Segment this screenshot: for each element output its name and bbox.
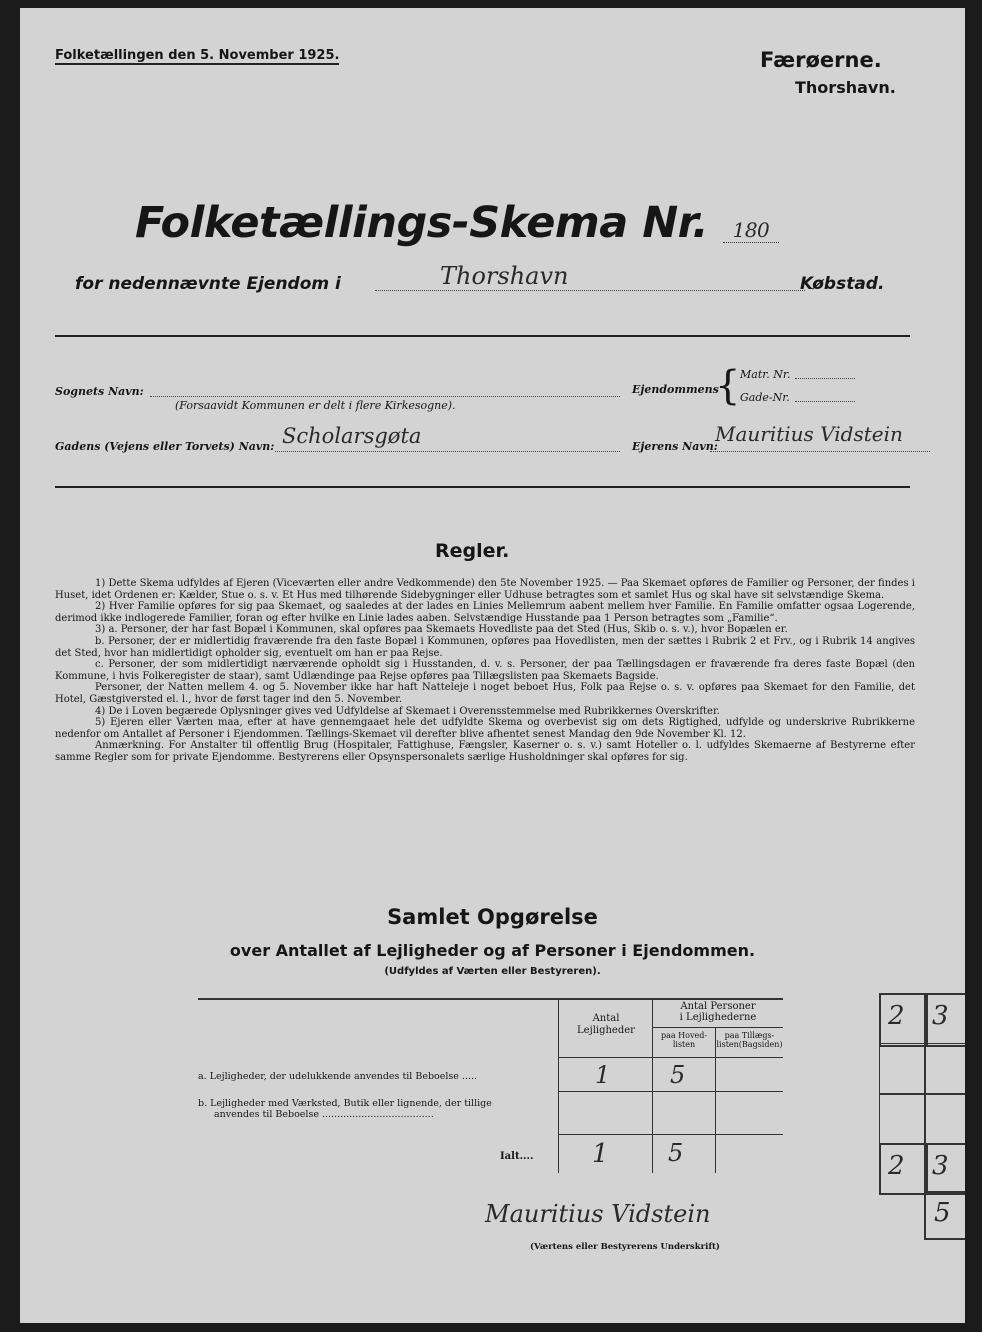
header-main-list-line1: paa Hoved- (660, 1031, 708, 1040)
owner-line (710, 451, 930, 452)
divider-middle (55, 486, 910, 488)
row-a-label (198, 1071, 553, 1082)
matr-nr-line (795, 378, 855, 379)
row-a-letter: a. (198, 1071, 207, 1082)
tally-cell-2-1 (879, 1043, 926, 1095)
town-type: Købstad. (800, 274, 885, 294)
parish-label: Sognets Navn: (55, 385, 144, 398)
header-supplement-list (716, 1031, 783, 1049)
parish-note: (Forsaavidt Kommunen er delt i flere Kirkesogne). (175, 399, 456, 412)
row-b-label (198, 1098, 553, 1120)
header-supplement-list-line2: listen(Bagsiden) (716, 1040, 783, 1049)
total-main-persons: 5 (668, 1139, 684, 1167)
table-row-rule-2 (558, 1134, 783, 1135)
schema-number: 180 (723, 218, 780, 243)
rule-2: 2) Hver Familie opføres for sig paa Skemaet, og saaledes at der lades en Linies Mellemrum aabent mellem hver Familie. En Familie omfatter ogsaa Logerende, derimod ikke indlogerede Familier, foran og efter hvilke en Linie lades aaben. Selvstændige Husstande paa 1 Person betragtes som „Familie“. (55, 601, 915, 624)
tally-cell-2-2 (924, 1043, 965, 1095)
total-apartments: 1 (592, 1139, 609, 1169)
tally-value-1-1: 2 (888, 1001, 905, 1031)
property-label: for nedennævnte Ejendom i (75, 274, 341, 294)
header-apartments-line1: Antal (592, 1013, 620, 1024)
row-b-letter: b. (198, 1098, 208, 1109)
rule-3b: b. Personer, der er midlertidig fraværende fra den faste Bopæl i Kommunen, opføres paa Hovedlisten, men der sættes i Rubrik 2 et Frv., og i Rubrik 14 angives det Sted, hvor han midlertidigt opholder sig, eventuelt om han er paa Rejse. (55, 635, 915, 659)
table-vline-1 (558, 998, 559, 1173)
rule-3a: 3) a. Personer, der har fast Bopæl i Kommunen, skal opføres paa Skemaets Hovedliste paa det Sted (Hus, Skib o. s. v.), hvor Bopælen er. (95, 624, 788, 636)
parish-line (150, 396, 620, 397)
tally-value-1-2: 3 (932, 1001, 949, 1031)
tally-value-4-2: 3 (932, 1151, 949, 1181)
header-apartments-line2: Lejligheder (577, 1025, 635, 1036)
header-main-list-line2: listen (672, 1040, 696, 1049)
property-line (375, 290, 805, 291)
tally-value-4-1: 2 (888, 1151, 905, 1181)
rule-4: 4) De i Loven begærede Oplysninger gives ved Udfyldelse af Skemaet i Overensstemmelse med Rubrikkernes Overskrifter. (95, 705, 720, 717)
street-value: Scholarsgøta (282, 424, 422, 448)
title-text: Folketællings-Skema Nr. (135, 198, 709, 248)
divider-top (55, 335, 910, 337)
tally-cell-3-2 (924, 1093, 965, 1145)
header-supplement-list-line1: paa Tillægs- (724, 1031, 775, 1040)
total-label: Ialt.... (500, 1151, 534, 1162)
town-name: Thorshavn. (795, 78, 896, 97)
summary-note: (Udfyldes af Værten eller Bestyreren). (384, 966, 601, 977)
rule-1: 1) Dette Skema udfyldes af Ejeren (Viceværten eller andre Vedkommende) den 5te November 1925. — Paa Skemaet opføres de Familier og Personer, der findes i Huset, idet Ordenen er: Kælder, Stue o. s. v. Et Hus med tilhørende Sidebygninger eller Udhuse betragtes som et samlet Hus og skal have sit selvstændige Skema. (55, 578, 915, 601)
census-date-heading: Folketællingen den 5. November 1925. (55, 48, 340, 63)
rules-body (55, 578, 915, 764)
table-head-rule (558, 1057, 783, 1058)
tally-cell-3-1 (879, 1093, 926, 1145)
row-b-text-1: Lejligheder med Værksted, Butik eller lignende, der tillige (210, 1098, 492, 1109)
rule-3c: c. Personer, der som midlertidigt nærværende opholdt sig i Husstanden, d. v. s. Personer, der paa Tællingsdagen er fraværende fra deres faste Bopæl (den Kommune, i hvis Folkeregister de staar), samt Udlændinge paa Rejse opføres paa Tillægslisten paa Skemaets Bagside. (55, 659, 915, 682)
rule-3d: Personer, der Natten mellem 4. og 5. November ikke har haft Natteleje i noget beboet Hus, Folk paa Rejse o. s. v. opføres paa Skemaet for den Familie, det Hotel, Gæstgiversted el. l., hvor de først tager ind den 5. November. (55, 682, 915, 705)
matr-nr-label: Matr. Nr. (740, 368, 791, 381)
property-town-value: Thorshavn (440, 262, 569, 290)
table-vline-3 (715, 1028, 716, 1173)
row-a-apartments: 1 (595, 1061, 611, 1089)
rule-note: Anmærkning. For Anstalter til offentlig Brug (Hospitaler, Fattighuse, Fængsler, Kaserner o. s. v.) samt Hoteller o. l. udfyldes Skemaerne af Bestyrerne efter samme Regler som for private Ejendomme. Bestyrerens eller Opsynspersonalets særlige Husholdninger skal opføres for sig. (55, 740, 915, 763)
table-top-rule (198, 998, 783, 1000)
gade-nr-label: Gade-Nr. (740, 391, 790, 404)
gade-nr-line (795, 401, 855, 402)
header-main-list (653, 1031, 715, 1049)
signature: Mauritius Vidstein (485, 1200, 711, 1228)
page-title (135, 198, 779, 248)
region-name: Færøerne. (760, 48, 882, 72)
summary-heading: Samlet Opgørelse (387, 905, 598, 929)
owner-value: Mauritius Vidstein (715, 422, 903, 446)
table-subhead-rule (652, 1027, 783, 1028)
row-a-main-persons: 5 (670, 1061, 686, 1089)
header-persons-line2: i Lejlighederne (679, 1012, 757, 1023)
header-persons-line1: Antal Personer (680, 1001, 756, 1012)
rules-heading: Regler. (435, 540, 510, 562)
row-b-text-2: anvendes til Beboelse ..................................... (214, 1109, 434, 1120)
table-vline-2 (652, 998, 653, 1173)
header-persons (653, 1001, 783, 1023)
owner-label: Ejerens Navn: (632, 440, 718, 453)
tally-value-5-2: 5 (934, 1198, 951, 1228)
street-label: Gadens (Vejens eller Torvets) Navn: (55, 440, 275, 453)
street-line (275, 451, 620, 452)
row-a-text: Lejligheder, der udelukkende anvendes til Beboelse ..... (209, 1071, 478, 1082)
header-apartments (560, 1013, 652, 1037)
estate-label: Ejendommens (632, 383, 719, 396)
signature-caption: (Værtens eller Bestyrerens Underskrift) (530, 1242, 720, 1252)
table-row-rule-1 (558, 1091, 783, 1092)
estate-brace: { (715, 363, 741, 409)
census-form (20, 8, 965, 1323)
summary-subheading: over Antallet af Lejligheder og af Personer i Ejendommen. (229, 941, 756, 960)
rule-5: 5) Ejeren eller Værten maa, efter at have gennemgaaet hele det udfyldte Skema og overbevist sig om dets Rigtighed, udfylde og underskrive Rubrikkerne nedenfor om Antallet af Personer i Ejendommen. Tællings-Skemaet vil derefter blive afhentet senest Mandag den 9de November Kl. 12. (55, 717, 915, 740)
